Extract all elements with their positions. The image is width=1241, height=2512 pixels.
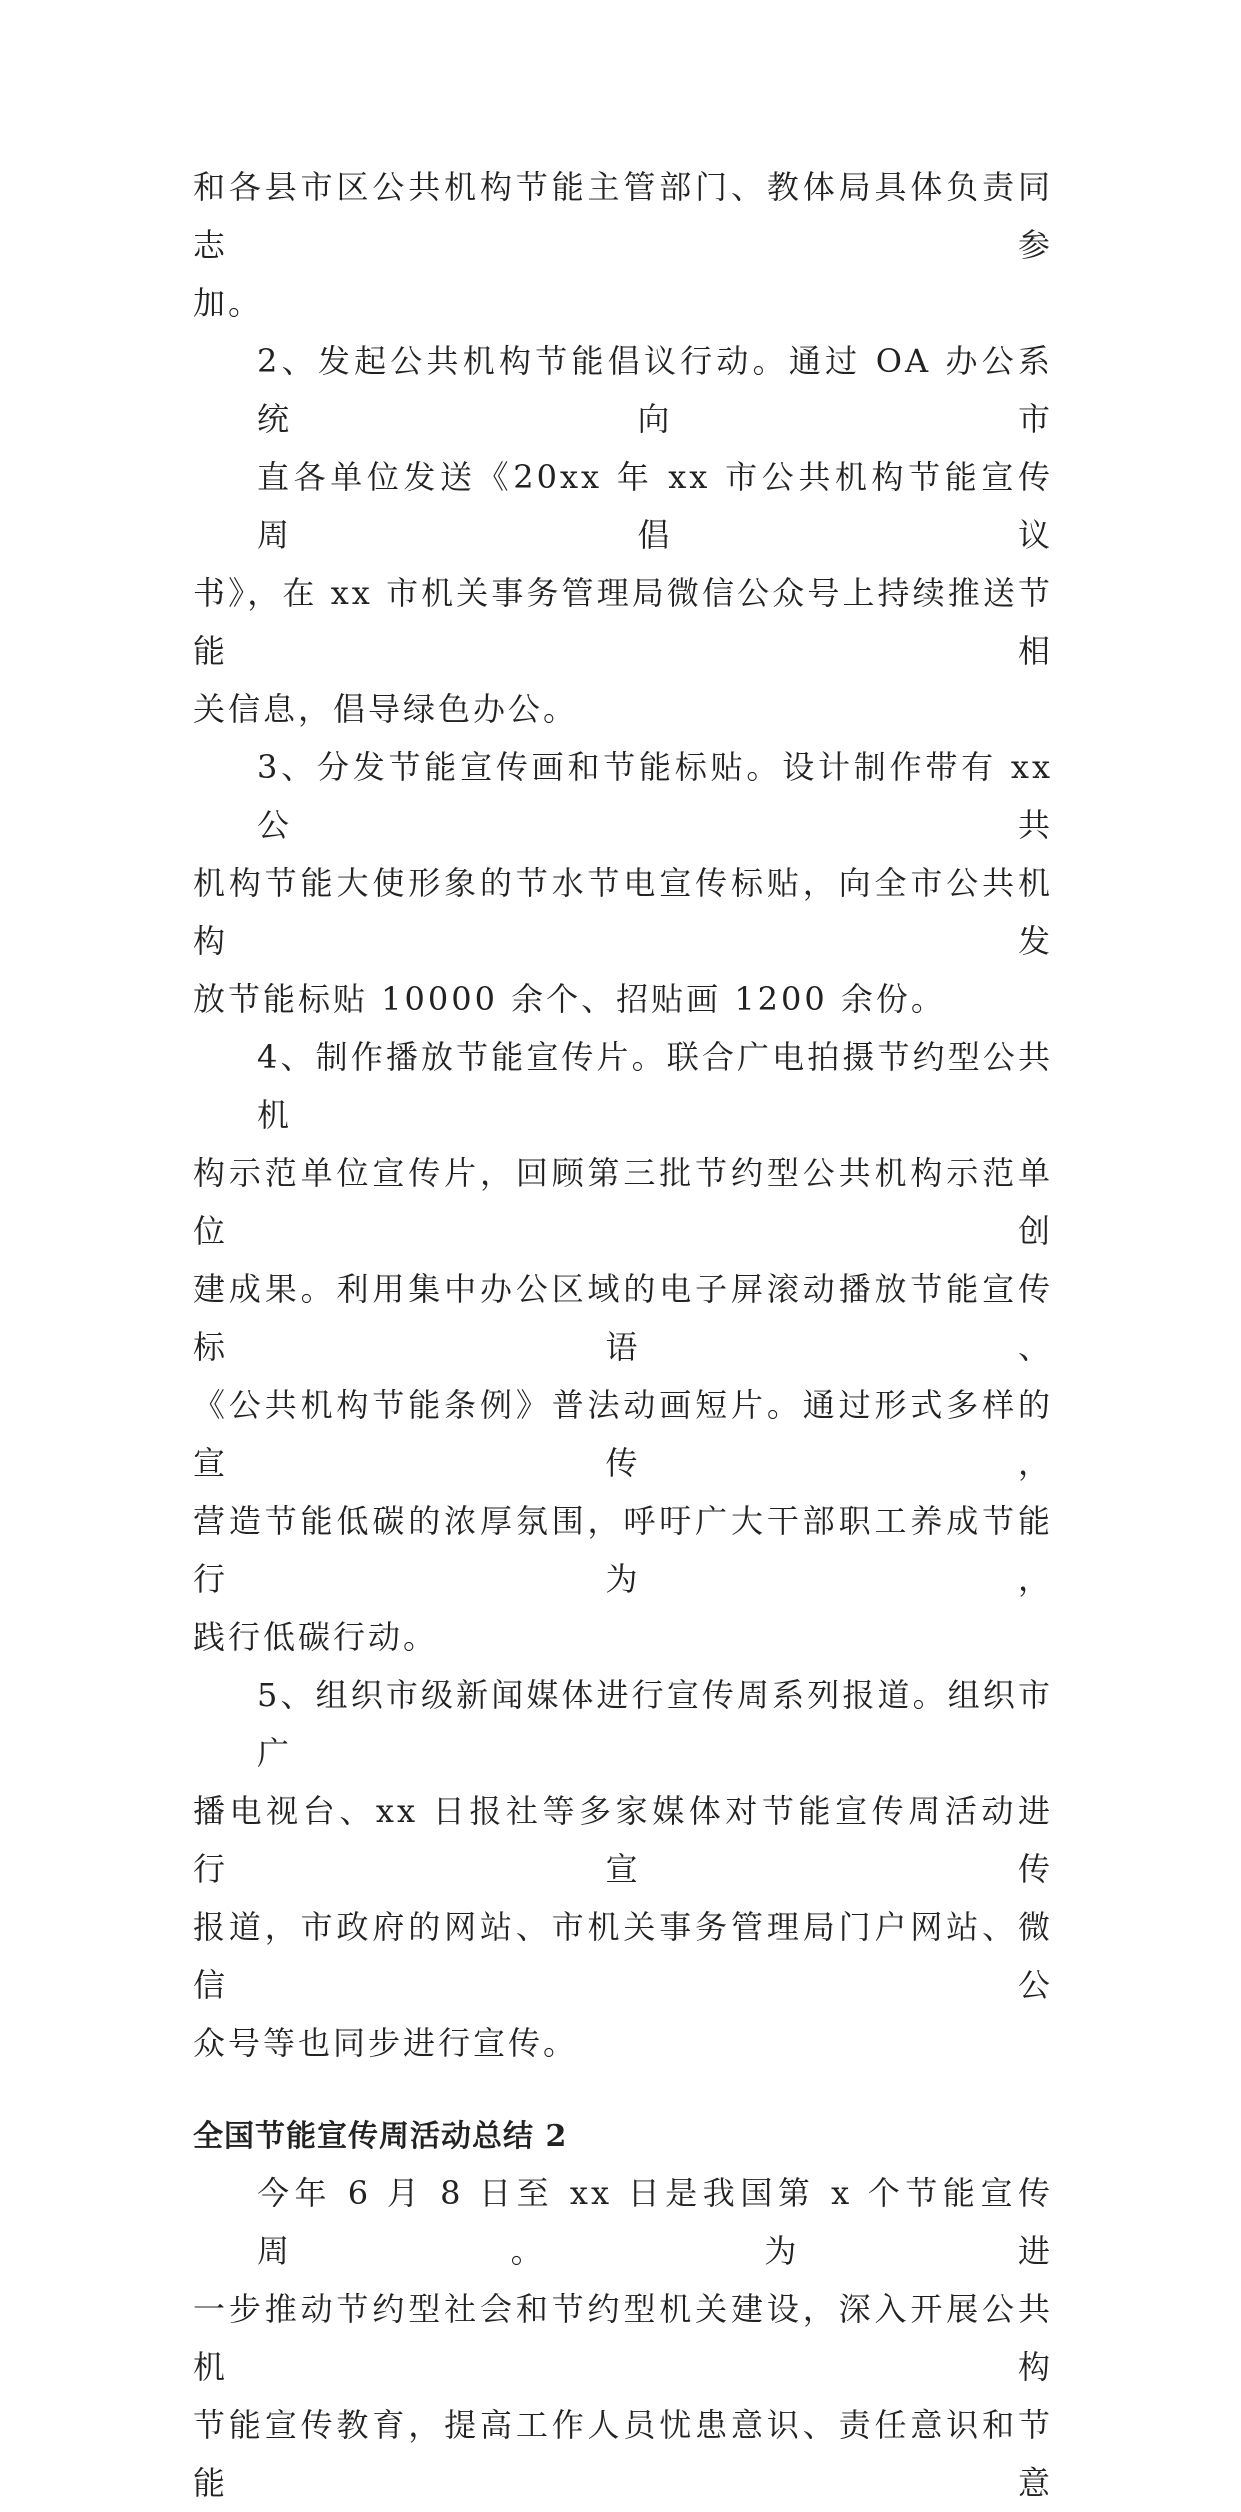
paragraph-item-5 — [193, 1666, 1053, 2072]
text-line: 和各县市区公共机构节能主管部门、教体局具体负责同志参 — [193, 168, 1053, 264]
text-line: 《公共机构节能条例》普法动画短片。通过形式多样的宣传， — [193, 1386, 1053, 1482]
text-line: 机构节能大使形象的节水节电宣传标贴，向全市公共机构发 — [193, 864, 1053, 960]
paragraph-item-4 — [193, 1028, 1053, 1666]
section-heading: 全国节能宣传周活动总结 2 — [193, 2119, 568, 2154]
text-line: 书》，在 xx 市机关事务管理局微信公众号上持续推送节能相 — [193, 574, 1053, 670]
text-line: 营造节能低碳的浓厚氛围，呼吁广大干部职工养成节能行为， — [193, 1502, 1053, 1598]
text-line: 2、发起公共机构节能倡议行动。通过 OA 办公系统向市 — [257, 342, 1053, 438]
paragraph-item-2 — [193, 332, 1053, 738]
document-page — [193, 158, 1053, 2512]
text-line: 关信息，倡导绿色办公。 — [193, 690, 579, 728]
text-line: 一步推动节约型社会和节约型机关建设，深入开展公共机构 — [193, 2290, 1053, 2386]
text-line: 构示范单位宣传片，回顾第三批节约型公共机构示范单位创 — [193, 1154, 1053, 1250]
text-line: 播电视台、xx 日报社等多家媒体对节能宣传周活动进行宣传 — [193, 1792, 1053, 1888]
text-line: 践行低碳行动。 — [193, 1618, 439, 1656]
text-line: 节能宣传教育，提高工作人员忧患意识、责任意识和节能意 — [193, 2406, 1053, 2502]
text-line: 3、分发节能宣传画和节能标贴。设计制作带有 xx 公共 — [257, 748, 1053, 844]
paragraph-item-3 — [193, 738, 1053, 1028]
text-line: 报道，市政府的网站、市机关事务管理局门户网站、微信公 — [193, 1908, 1053, 2004]
text-line: 众号等也同步进行宣传。 — [193, 2024, 579, 2062]
text-line: 今年 6 月 8 日至 xx 日是我国第 x 个节能宣传周。为进 — [257, 2174, 1053, 2270]
text-line: 直各单位发送《20xx 年 xx 市公共机构节能宣传周倡议 — [257, 458, 1053, 554]
paragraph-continued — [193, 158, 1053, 332]
text-line: 建成果。利用集中办公区域的电子屏滚动播放节能宣传标语、 — [193, 1270, 1053, 1366]
text-line: 放节能标贴 10000 余个、招贴画 1200 余份。 — [193, 980, 946, 1018]
paragraph-intro — [193, 2164, 1053, 2512]
text-line: 5、组织市级新闻媒体进行宣传周系列报道。组织市广 — [257, 1676, 1053, 1772]
text-line: 4、制作播放节能宣传片。联合广电拍摄节约型公共机 — [257, 1038, 1053, 1134]
text-line: 加。 — [193, 284, 264, 322]
